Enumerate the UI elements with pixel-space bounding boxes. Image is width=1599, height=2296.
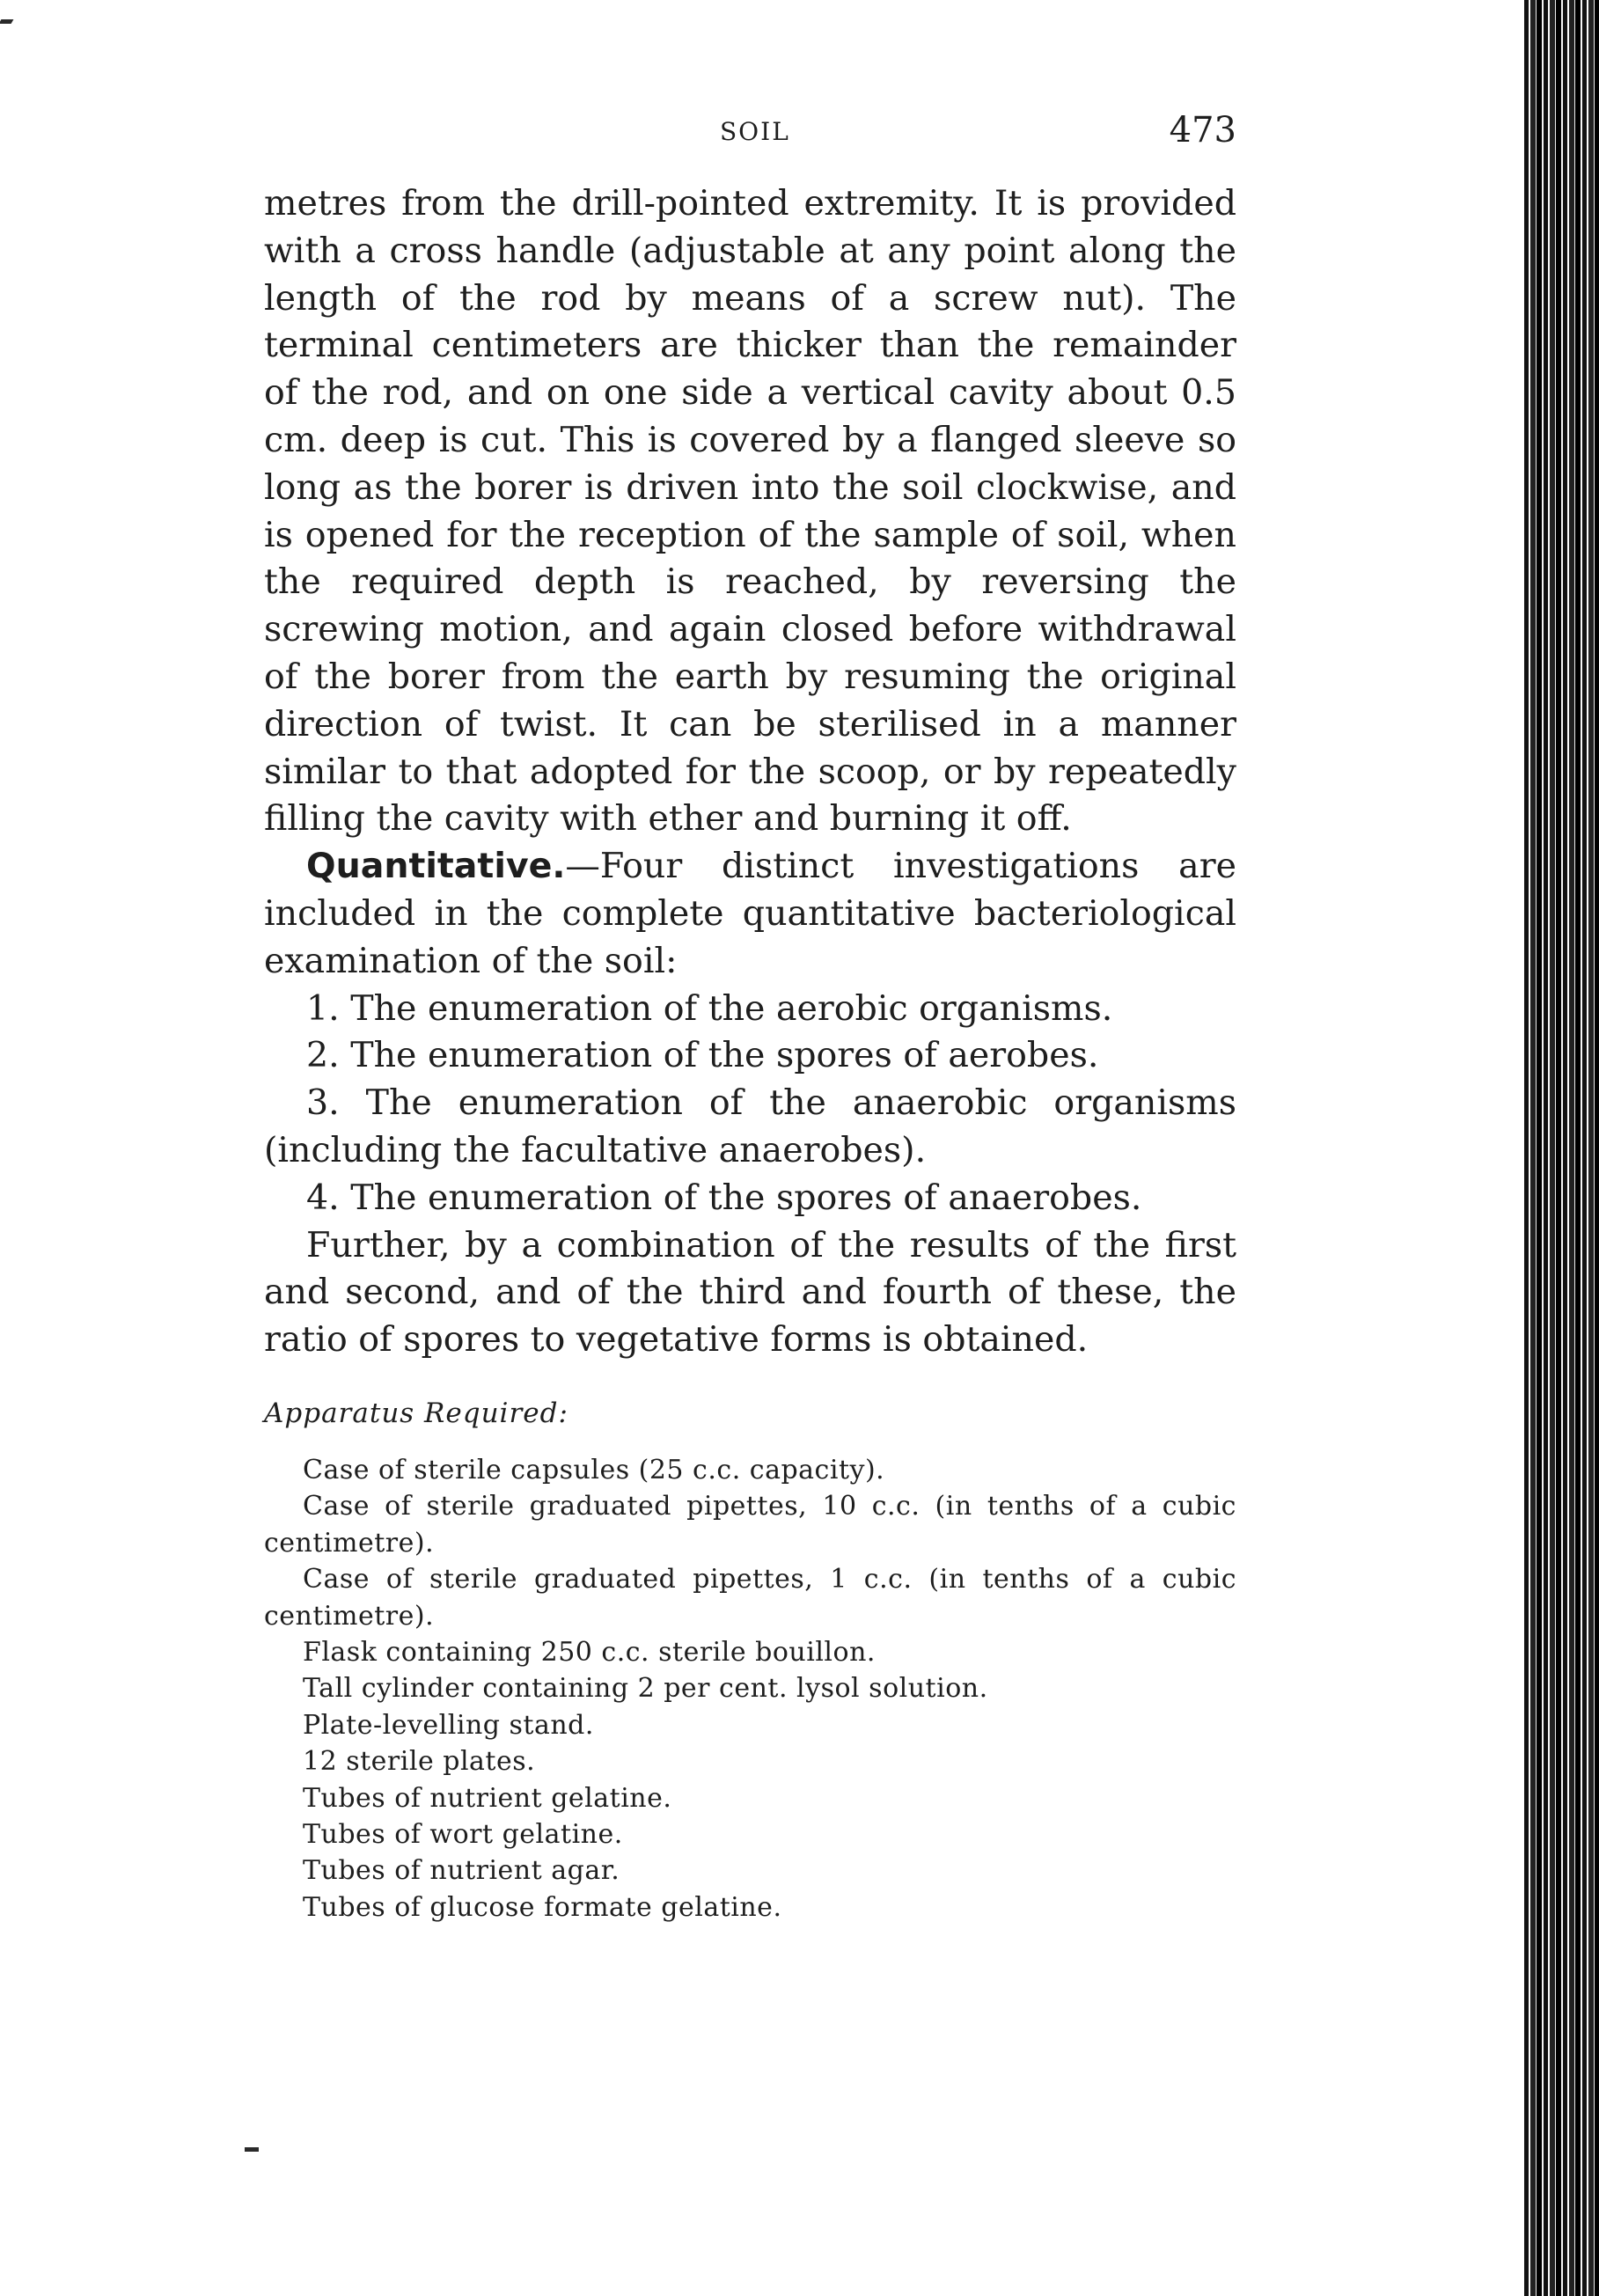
- book-binding-edge: [1524, 0, 1599, 2296]
- list-item: 2. The enumeration of the spores of aerobes.: [306, 1035, 1099, 1076]
- apparatus-item: Tubes of wort gelatine.: [303, 1819, 623, 1851]
- paragraph-quantitative: [264, 843, 1236, 985]
- apparatus-item: Plate-levelling stand.: [303, 1709, 594, 1741]
- apparatus-item: Case of sterile graduated pipettes, 10 c.c. (in tenths of a cubic centimetre).: [264, 1491, 1236, 1559]
- scan-artifact: [245, 2147, 259, 2152]
- list-item: 3. The enumeration of the anaerobic organisms (including the facultative anaerobes).: [264, 1082, 1236, 1170]
- list-item: 4. The enumeration of the spores of anaerobes.: [306, 1177, 1142, 1218]
- apparatus-item: Tubes of nutrient gelatine.: [303, 1782, 672, 1814]
- page-number: 473: [1169, 110, 1236, 150]
- apparatus-item: Tubes of nutrient agar.: [303, 1855, 620, 1887]
- page-header: [264, 110, 1236, 163]
- quantitative-lead-in: Quantitative.: [306, 846, 566, 887]
- apparatus-heading: Apparatus Required:: [264, 1397, 568, 1429]
- apparatus-item: 12 sterile plates.: [303, 1746, 536, 1778]
- apparatus-list: [264, 1452, 1236, 1926]
- list-item: 1. The enumeration of the aerobic organisms.: [306, 987, 1113, 1029]
- apparatus-item: Case of sterile capsules (25 c.c. capacity).: [303, 1455, 885, 1485]
- running-title: SOIL: [720, 117, 790, 146]
- paragraph-further: Further, by a combination of the results of the first and second, and of the third and fourth of these, the ratio of spores to vegetative forms is obtained.: [264, 1224, 1236, 1361]
- apparatus-item: Flask containing 250 c.c. sterile bouillon.: [303, 1637, 876, 1669]
- apparatus-item: Tall cylinder containing 2 per cent. lysol solution.: [303, 1673, 988, 1705]
- paragraph-borer-description: metres from the drill-pointed extremity. It is provided with a cross handle (adjustable at any point along the length of the rod by means of a screw nut). The terminal centimeters are thicker than the remainder of the rod, and on one side a vertical cavity about 0.5 cm. deep is cut. This is covered by a flanged sleeve so long as the borer is driven into the soil clockwise, and is opened for the reception of the sample of soil, when the required depth is reached, by reversing the screwing motion, and again closed before withdrawal of the borer from the earth by resuming the original direction of twist. It can be sterilised in a manner similar to that adopted for the scoop, or by repeatedly filling the cavity with ether and burning it off.: [264, 183, 1236, 840]
- quantitative-text: —Four distinct investigations are included in the complete quantitative bacteriological examination of the soil:: [264, 846, 1236, 981]
- body-text: [264, 180, 1236, 1364]
- apparatus-item: Tubes of glucose formate gelatine.: [303, 1891, 782, 1923]
- scan-artifact: [0, 19, 13, 24]
- apparatus-item: Case of sterile graduated pipettes, 1 c.c. (in tenths of a cubic centimetre).: [264, 1564, 1236, 1632]
